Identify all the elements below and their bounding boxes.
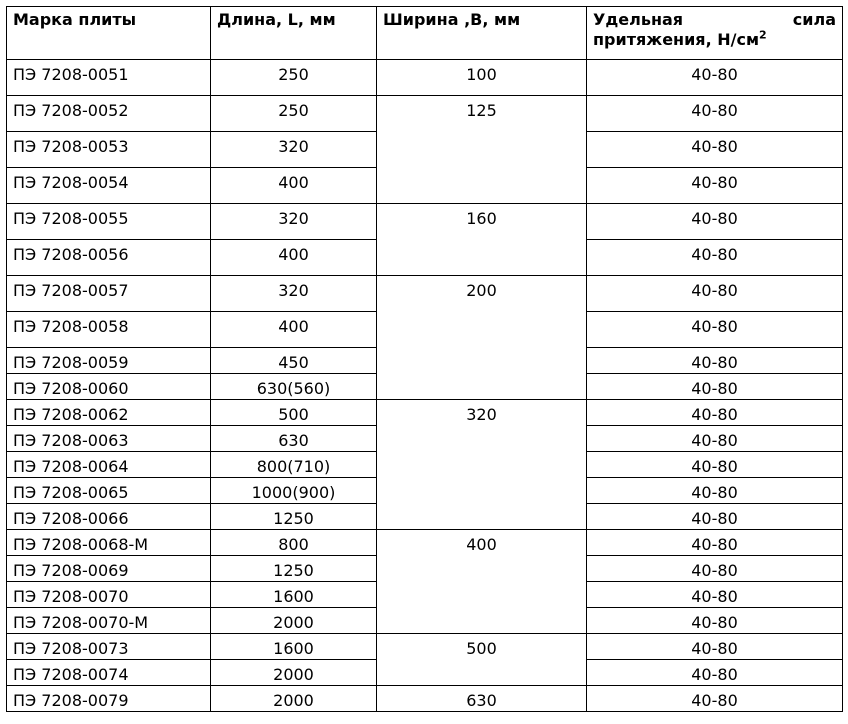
cell-length: 800(710) bbox=[211, 452, 377, 478]
table-row bbox=[7, 96, 843, 132]
cell-force: 40-80 bbox=[587, 426, 843, 452]
cell-length: 1600 bbox=[211, 582, 377, 608]
cell-brand: ПЭ 7208-0059 bbox=[7, 348, 211, 374]
table-row bbox=[7, 686, 843, 712]
plates-table bbox=[6, 6, 843, 712]
table-row bbox=[7, 530, 843, 556]
cell-length: 800 bbox=[211, 530, 377, 556]
cell-brand: ПЭ 7208-0053 bbox=[7, 132, 211, 168]
header-row bbox=[7, 7, 843, 60]
cell-width: 500 bbox=[377, 634, 587, 686]
cell-brand: ПЭ 7208-0057 bbox=[7, 276, 211, 312]
cell-length: 1250 bbox=[211, 504, 377, 530]
header-brand: Марка плиты bbox=[7, 7, 211, 60]
cell-force: 40-80 bbox=[587, 60, 843, 96]
cell-force: 40-80 bbox=[587, 504, 843, 530]
cell-length: 320 bbox=[211, 276, 377, 312]
cell-force: 40-80 bbox=[587, 582, 843, 608]
cell-length: 320 bbox=[211, 132, 377, 168]
cell-force: 40-80 bbox=[587, 530, 843, 556]
cell-brand: ПЭ 7208-0058 bbox=[7, 312, 211, 348]
cell-force: 40-80 bbox=[587, 96, 843, 132]
cell-length: 2000 bbox=[211, 660, 377, 686]
cell-width: 160 bbox=[377, 204, 587, 276]
cell-length: 630 bbox=[211, 426, 377, 452]
table-row bbox=[7, 634, 843, 660]
cell-brand: ПЭ 7208-0070 bbox=[7, 582, 211, 608]
header-force-word2: сила bbox=[792, 10, 836, 29]
cell-brand: ПЭ 7208-0066 bbox=[7, 504, 211, 530]
cell-length: 1000(900) bbox=[211, 478, 377, 504]
cell-width: 100 bbox=[377, 60, 587, 96]
cell-length: 400 bbox=[211, 312, 377, 348]
cell-force: 40-80 bbox=[587, 276, 843, 312]
cell-length: 2000 bbox=[211, 686, 377, 712]
cell-length: 400 bbox=[211, 168, 377, 204]
cell-length: 400 bbox=[211, 240, 377, 276]
cell-brand: ПЭ 7208-0064 bbox=[7, 452, 211, 478]
cell-force: 40-80 bbox=[587, 312, 843, 348]
cell-length: 500 bbox=[211, 400, 377, 426]
cell-length: 1250 bbox=[211, 556, 377, 582]
cell-brand: ПЭ 7208-0052 bbox=[7, 96, 211, 132]
table-row bbox=[7, 400, 843, 426]
header-length: Длина, L, мм bbox=[211, 7, 377, 60]
header-force bbox=[587, 7, 843, 60]
cell-length: 320 bbox=[211, 204, 377, 240]
cell-brand: ПЭ 7208-0056 bbox=[7, 240, 211, 276]
cell-force: 40-80 bbox=[587, 400, 843, 426]
cell-width: 125 bbox=[377, 96, 587, 204]
cell-force: 40-80 bbox=[587, 132, 843, 168]
cell-force: 40-80 bbox=[587, 634, 843, 660]
cell-force: 40-80 bbox=[587, 660, 843, 686]
cell-length: 450 bbox=[211, 348, 377, 374]
cell-force: 40-80 bbox=[587, 556, 843, 582]
cell-brand: ПЭ 7208-0054 bbox=[7, 168, 211, 204]
cell-brand: ПЭ 7208-0062 bbox=[7, 400, 211, 426]
cell-length: 250 bbox=[211, 96, 377, 132]
cell-length: 250 bbox=[211, 60, 377, 96]
cell-brand: ПЭ 7208-0079 bbox=[7, 686, 211, 712]
cell-force: 40-80 bbox=[587, 452, 843, 478]
cell-length: 630(560) bbox=[211, 374, 377, 400]
cell-brand: ПЭ 7208-0074 bbox=[7, 660, 211, 686]
header-force-sup: 2 bbox=[759, 28, 767, 42]
cell-force: 40-80 bbox=[587, 348, 843, 374]
table-row bbox=[7, 276, 843, 312]
header-width: Ширина ,B, мм bbox=[377, 7, 587, 60]
cell-width: 200 bbox=[377, 276, 587, 400]
cell-force: 40-80 bbox=[587, 478, 843, 504]
cell-force: 40-80 bbox=[587, 240, 843, 276]
cell-brand: ПЭ 7208-0051 bbox=[7, 60, 211, 96]
cell-force: 40-80 bbox=[587, 168, 843, 204]
cell-length: 1600 bbox=[211, 634, 377, 660]
cell-width: 400 bbox=[377, 530, 587, 634]
cell-force: 40-80 bbox=[587, 374, 843, 400]
cell-brand: ПЭ 7208-0055 bbox=[7, 204, 211, 240]
table-row bbox=[7, 60, 843, 96]
cell-force: 40-80 bbox=[587, 686, 843, 712]
header-force-word1: Удельная bbox=[593, 10, 684, 29]
cell-brand: ПЭ 7208-0073 bbox=[7, 634, 211, 660]
cell-force: 40-80 bbox=[587, 608, 843, 634]
cell-brand: ПЭ 7208-0063 bbox=[7, 426, 211, 452]
cell-force: 40-80 bbox=[587, 204, 843, 240]
cell-brand: ПЭ 7208-0069 bbox=[7, 556, 211, 582]
header-force-line2: притяжения, Н/см bbox=[593, 30, 760, 49]
cell-brand: ПЭ 7208-0070-М bbox=[7, 608, 211, 634]
cell-width: 320 bbox=[377, 400, 587, 530]
cell-brand: ПЭ 7208-0065 bbox=[7, 478, 211, 504]
table-row bbox=[7, 204, 843, 240]
cell-width: 630 bbox=[377, 686, 587, 712]
cell-length: 2000 bbox=[211, 608, 377, 634]
cell-brand: ПЭ 7208-0068-М bbox=[7, 530, 211, 556]
cell-brand: ПЭ 7208-0060 bbox=[7, 374, 211, 400]
